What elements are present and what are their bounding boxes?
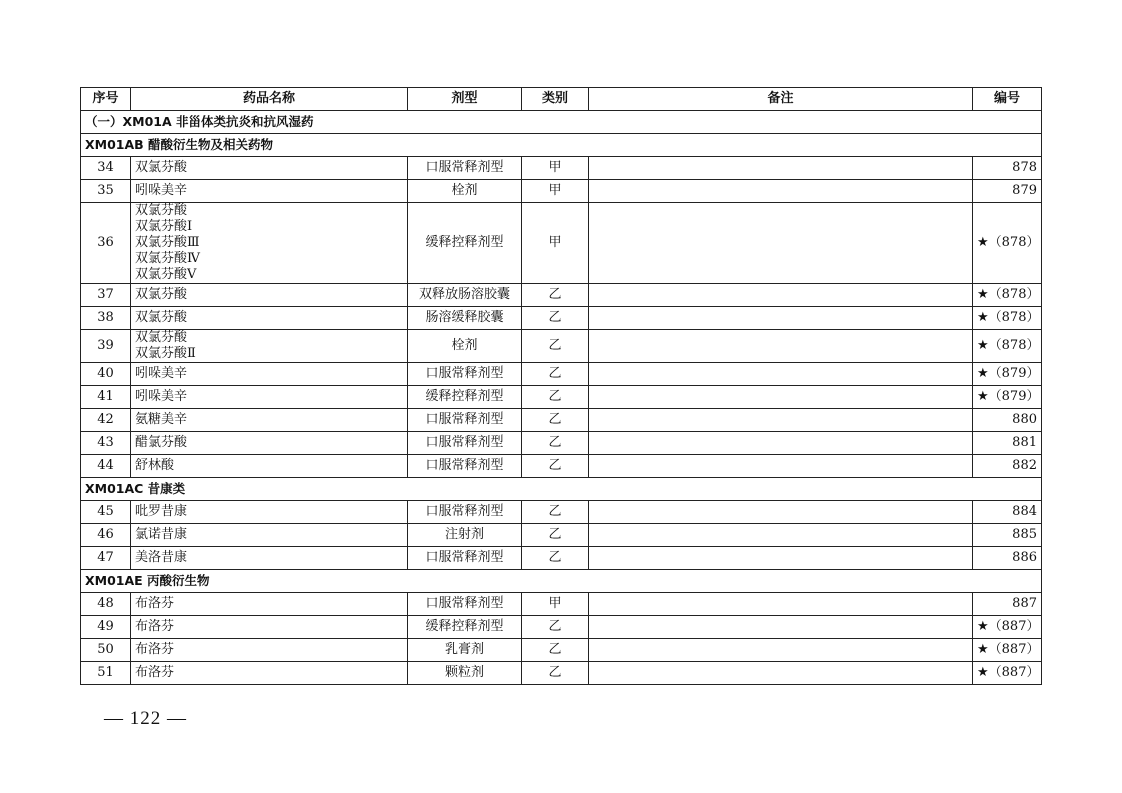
table-row	[81, 662, 1042, 685]
drug-name: 吲哚美辛	[135, 183, 188, 198]
cell-no: 49	[81, 616, 131, 639]
cell-code: ★（878）	[973, 330, 1042, 363]
cell-category: 乙	[522, 409, 589, 432]
cell-category: 甲	[522, 180, 589, 203]
cell-note	[589, 593, 973, 616]
drug-name: 布洛芬	[135, 665, 175, 680]
cell-no: 39	[81, 330, 131, 363]
cell-form: 乳膏剂	[408, 639, 522, 662]
header-form: 剂型	[408, 88, 522, 111]
drug-name: 双氯芬酸	[135, 160, 188, 175]
section-row	[81, 134, 1042, 157]
cell-category: 乙	[522, 524, 589, 547]
cell-form: 栓剂	[408, 180, 522, 203]
drug-name: 吡罗昔康	[135, 504, 188, 519]
header-code: 编号	[973, 88, 1042, 111]
cell-code: 881	[973, 432, 1042, 455]
cell-category: 甲	[522, 203, 589, 284]
cell-note	[589, 284, 973, 307]
cell-no: 44	[81, 455, 131, 478]
cell-form: 缓释控释剂型	[408, 386, 522, 409]
table-row	[81, 157, 1042, 180]
cell-category: 乙	[522, 307, 589, 330]
cell-name	[131, 363, 408, 386]
cell-no: 37	[81, 284, 131, 307]
cell-no: 50	[81, 639, 131, 662]
cell-name	[131, 501, 408, 524]
table-row	[81, 330, 1042, 363]
drug-name: 双氯芬酸Ⅱ	[135, 346, 196, 361]
table-row	[81, 639, 1042, 662]
table-row	[81, 363, 1042, 386]
cell-name	[131, 330, 408, 363]
cell-note	[589, 203, 973, 284]
cell-name	[131, 524, 408, 547]
header-row	[81, 88, 1042, 111]
table-row	[81, 203, 1042, 284]
table-row	[81, 432, 1042, 455]
table-row	[81, 501, 1042, 524]
cell-name	[131, 307, 408, 330]
cell-no: 51	[81, 662, 131, 685]
drug-name: 双氯芬酸	[135, 287, 188, 302]
cell-form: 双释放肠溶胶囊	[408, 284, 522, 307]
cell-category: 乙	[522, 616, 589, 639]
cell-name	[131, 386, 408, 409]
cell-form: 口服常释剂型	[408, 157, 522, 180]
cell-no: 36	[81, 203, 131, 284]
table-row	[81, 386, 1042, 409]
cell-no: 42	[81, 409, 131, 432]
section-title: XM01AC 昔康类	[81, 478, 1042, 501]
drug-name: 布洛芬	[135, 596, 175, 611]
cell-note	[589, 157, 973, 180]
group-title: （一）XM01A 非甾体类抗炎和抗风湿药	[81, 111, 1042, 134]
cell-name	[131, 203, 408, 284]
cell-form: 口服常释剂型	[408, 363, 522, 386]
cell-name	[131, 455, 408, 478]
cell-code: 879	[973, 180, 1042, 203]
cell-note	[589, 409, 973, 432]
drug-name: 双氯芬酸	[135, 310, 188, 325]
table-row	[81, 547, 1042, 570]
drug-name: 双氯芬酸Ⅳ	[135, 251, 200, 266]
section-row	[81, 478, 1042, 501]
section-title: XM01AE 丙酸衍生物	[81, 570, 1042, 593]
drug-name: 美洛昔康	[135, 550, 188, 565]
cell-note	[589, 662, 973, 685]
cell-name	[131, 593, 408, 616]
cell-name	[131, 157, 408, 180]
cell-form: 肠溶缓释胶囊	[408, 307, 522, 330]
cell-no: 34	[81, 157, 131, 180]
cell-no: 43	[81, 432, 131, 455]
table-row	[81, 409, 1042, 432]
cell-no: 46	[81, 524, 131, 547]
drug-name: 布洛芬	[135, 619, 175, 634]
drug-name: 双氯芬酸	[135, 330, 188, 345]
cell-code: ★（887）	[973, 662, 1042, 685]
cell-code: ★（887）	[973, 616, 1042, 639]
section-title: XM01AB 醋酸衍生物及相关药物	[81, 134, 1042, 157]
table-row	[81, 455, 1042, 478]
drug-name: 舒林酸	[135, 458, 175, 473]
cell-code: 886	[973, 547, 1042, 570]
cell-name	[131, 662, 408, 685]
drug-name: 吲哚美辛	[135, 366, 188, 381]
cell-name	[131, 409, 408, 432]
cell-no: 40	[81, 363, 131, 386]
group-title-row	[81, 111, 1042, 134]
cell-name	[131, 547, 408, 570]
cell-form: 口服常释剂型	[408, 455, 522, 478]
table-row	[81, 180, 1042, 203]
page-number: — 122 —	[104, 708, 187, 729]
cell-form: 缓释控释剂型	[408, 203, 522, 284]
drug-name: 布洛芬	[135, 642, 175, 657]
cell-category: 乙	[522, 455, 589, 478]
table-row	[81, 524, 1042, 547]
cell-form: 颗粒剂	[408, 662, 522, 685]
cell-category: 乙	[522, 501, 589, 524]
cell-form: 口服常释剂型	[408, 432, 522, 455]
table-row	[81, 616, 1042, 639]
cell-form: 口服常释剂型	[408, 593, 522, 616]
cell-code: 887	[973, 593, 1042, 616]
header-name: 药品名称	[131, 88, 408, 111]
cell-category: 甲	[522, 157, 589, 180]
drug-name: 双氯芬酸Ⅴ	[135, 267, 197, 282]
cell-name	[131, 616, 408, 639]
drug-list-table	[80, 87, 1042, 685]
cell-code: ★（879）	[973, 386, 1042, 409]
cell-code: ★（878）	[973, 307, 1042, 330]
drug-name: 氯诺昔康	[135, 527, 188, 542]
header-no: 序号	[81, 88, 131, 111]
cell-no: 45	[81, 501, 131, 524]
cell-code: ★（878）	[973, 203, 1042, 284]
cell-code: ★（878）	[973, 284, 1042, 307]
cell-no: 48	[81, 593, 131, 616]
cell-category: 乙	[522, 363, 589, 386]
cell-code: 885	[973, 524, 1042, 547]
cell-form: 口服常释剂型	[408, 547, 522, 570]
cell-category: 乙	[522, 386, 589, 409]
header-category: 类别	[522, 88, 589, 111]
drug-name: 双氯芬酸	[135, 203, 188, 218]
cell-note	[589, 501, 973, 524]
cell-note	[589, 547, 973, 570]
cell-form: 注射剂	[408, 524, 522, 547]
table-row	[81, 284, 1042, 307]
cell-category: 乙	[522, 330, 589, 363]
cell-form: 缓释控释剂型	[408, 616, 522, 639]
cell-no: 38	[81, 307, 131, 330]
cell-category: 乙	[522, 639, 589, 662]
cell-name	[131, 432, 408, 455]
cell-note	[589, 386, 973, 409]
cell-code: 882	[973, 455, 1042, 478]
cell-note	[589, 330, 973, 363]
cell-category: 乙	[522, 284, 589, 307]
header-note: 备注	[589, 88, 973, 111]
cell-no: 47	[81, 547, 131, 570]
drug-name: 吲哚美辛	[135, 389, 188, 404]
cell-note	[589, 307, 973, 330]
drug-name: 醋氯芬酸	[135, 435, 188, 450]
drug-name: 氨糖美辛	[135, 412, 188, 427]
cell-name	[131, 639, 408, 662]
drug-name: 双氯芬酸Ⅰ	[135, 219, 193, 234]
cell-category: 甲	[522, 593, 589, 616]
cell-no: 35	[81, 180, 131, 203]
cell-name	[131, 284, 408, 307]
cell-category: 乙	[522, 662, 589, 685]
drug-name: 双氯芬酸Ⅲ	[135, 235, 200, 250]
section-row	[81, 570, 1042, 593]
cell-category: 乙	[522, 432, 589, 455]
cell-code: 878	[973, 157, 1042, 180]
table-body	[81, 111, 1042, 685]
cell-name	[131, 180, 408, 203]
cell-code: 880	[973, 409, 1042, 432]
cell-note	[589, 616, 973, 639]
cell-category: 乙	[522, 547, 589, 570]
table-row	[81, 307, 1042, 330]
cell-code: ★（879）	[973, 363, 1042, 386]
cell-note	[589, 180, 973, 203]
cell-form: 栓剂	[408, 330, 522, 363]
cell-code: ★（887）	[973, 639, 1042, 662]
cell-note	[589, 432, 973, 455]
table-row	[81, 593, 1042, 616]
cell-note	[589, 639, 973, 662]
cell-form: 口服常释剂型	[408, 501, 522, 524]
cell-note	[589, 524, 973, 547]
cell-note	[589, 455, 973, 478]
table-header	[81, 88, 1042, 111]
cell-no: 41	[81, 386, 131, 409]
cell-code: 884	[973, 501, 1042, 524]
cell-note	[589, 363, 973, 386]
cell-form: 口服常释剂型	[408, 409, 522, 432]
